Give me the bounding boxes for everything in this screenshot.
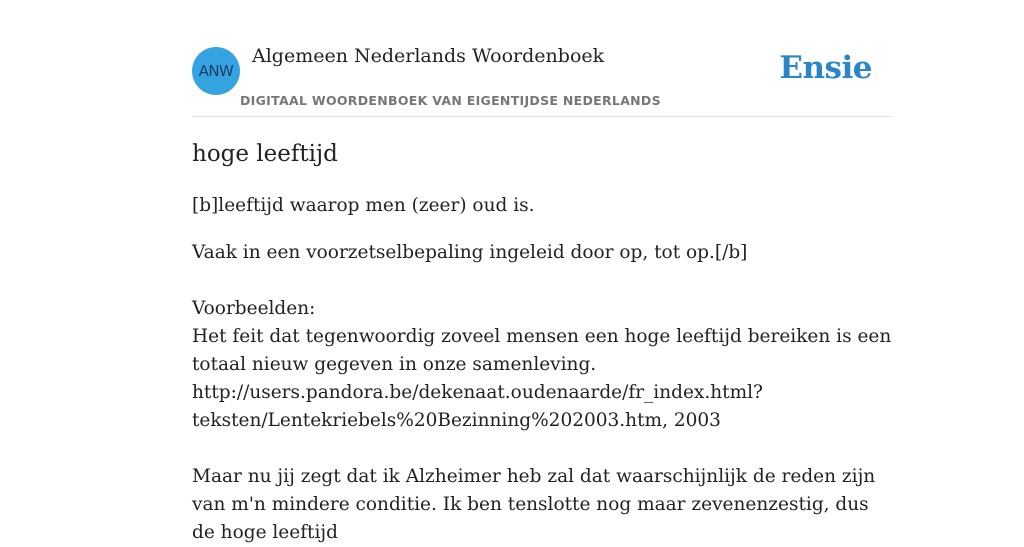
entry-definition: [b]leeftijd waarop men (zeer) oud is. — [192, 195, 535, 216]
site-subtitle: DIGITAAL WOORDENBOEK VAN EIGENTIJDSE NEDERLANDS — [240, 93, 661, 108]
examples-label: Voorbeelden: — [192, 298, 316, 319]
entry-usage-note: Vaak in een voorzetselbepaling ingeleid door op, tot op.[/b] — [192, 242, 748, 263]
anw-logo[interactable]: ANW — [192, 47, 240, 95]
example-source: http://users.pandora.be/dekenaat.oudenaarde/fr_index.html?teksten/Lentekriebels%20Bezinning%202003.htm, 2003 — [192, 382, 763, 431]
example-text: Het feit dat tegenwoordig zoveel mensen een hoge leeftijd bereiken is een totaal nieuw gegeven in onze samenleving. — [192, 326, 892, 375]
ensie-logo-link[interactable]: Ensie — [779, 50, 872, 86]
example-text: Maar nu jij zegt dat ik Alzheimer heb zal dat waarschijnlijk de reden zijn van m'n mindere conditie. Ik ben tenslotte nog maar zevenenzestig, dus de hoge leeftijd — [192, 466, 876, 543]
site-title[interactable]: Algemeen Nederlands Woordenboek — [252, 45, 605, 67]
page — [192, 0, 892, 543]
spacer — [192, 435, 892, 463]
entry-title: hoge leeftijd — [192, 141, 338, 167]
site-header — [192, 0, 892, 117]
entry-content — [192, 138, 892, 547]
